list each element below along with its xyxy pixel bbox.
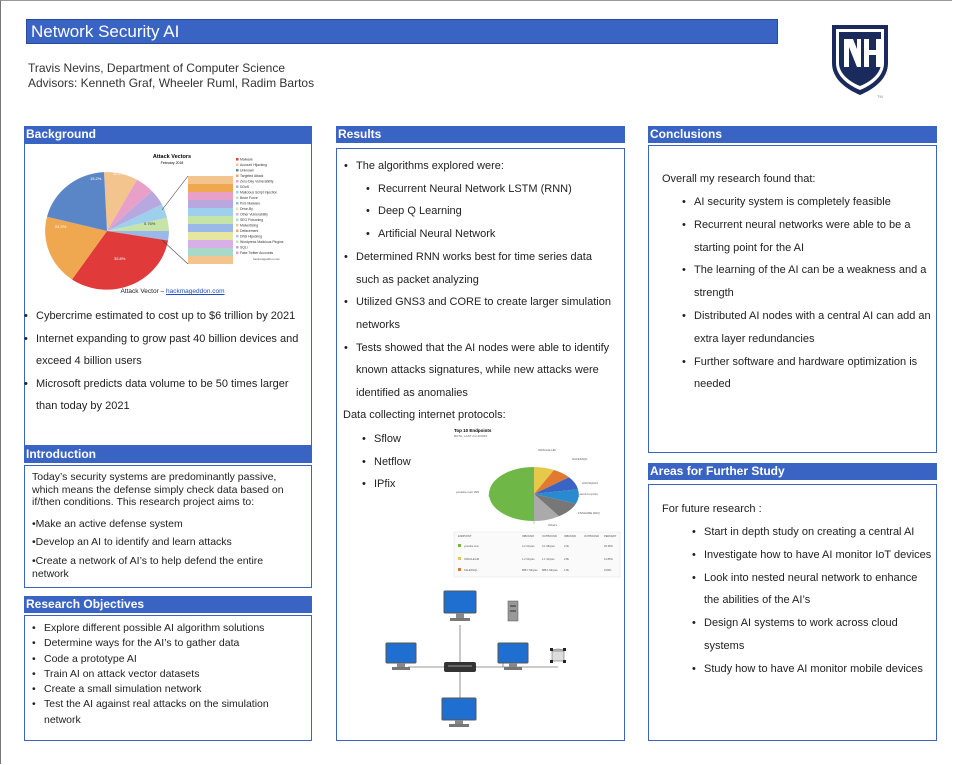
list-item: • Internet expanding to grow past 40 billion devices and exceed 4 billion users: [22, 328, 307, 373]
list-item: • Further software and hardware optimization is needed: [680, 351, 935, 397]
storage-icon: [550, 648, 566, 663]
trademark-mark: TM: [877, 94, 883, 99]
author-line: Travis Nevins, Department of Computer Science: [28, 61, 285, 75]
svg-text:PERCENT: PERCENT: [604, 535, 617, 538]
endpoints-subtitle: BOTH, LAST 24 HOURS: [454, 434, 488, 438]
attack-vectors-chart-image: [40, 148, 305, 298]
svg-text:1.8k: 1.8k: [564, 569, 569, 572]
list-item: • Start in depth study on creating a central AI: [690, 521, 935, 544]
svg-text:45.38%: 45.38%: [604, 545, 613, 548]
computer-icon: [386, 643, 416, 670]
list-item: •Create a network of AI’s to help defend the entire network: [32, 555, 264, 580]
svg-text:15.2%: 15.2%: [90, 176, 102, 181]
svg-text:Brute Force: Brute Force: [240, 196, 258, 200]
list-item: • Cybercrime estimated to cost up to $6 trillion by 2021: [22, 305, 307, 328]
list-item: • Test the AI against real attacks on the simulation network: [30, 697, 300, 728]
chart-source: hackmageddon.com: [252, 257, 280, 261]
list-item: • IPfix: [360, 473, 411, 496]
svg-text:9.69%: 9.69%: [604, 569, 612, 572]
svg-text:888.7 Mbytes: 888.7 Mbytes: [522, 569, 538, 572]
svg-text:Targeted Attack: Targeted Attack: [240, 174, 264, 178]
further-study-heading: Areas for Further Study: [648, 463, 937, 480]
endpoints-title: Top 10 Endpoints: [454, 428, 492, 433]
conclusions-heading: Conclusions: [648, 126, 937, 143]
introduction-heading: Introduction: [24, 446, 312, 463]
list-item: •Make an active defense system: [32, 518, 183, 530]
title-bar: [26, 19, 778, 44]
svg-text:0.76%: 0.76%: [144, 221, 156, 226]
unh-shield-logo: [830, 23, 890, 97]
list-item: • Study how to have AI monitor mobile devices: [690, 658, 935, 681]
advisors-line: Advisors: Kenneth Graf, Wheeler Ruml, Radim Bartos: [28, 76, 315, 90]
svg-text:ENDPOINT: ENDPOINT: [458, 535, 472, 538]
svg-text:DDoS: DDoS: [240, 185, 250, 189]
svg-text:amd.corp.fdq: amd.corp.fdq: [580, 492, 598, 496]
svg-text:35.8%: 35.8%: [114, 256, 126, 261]
introduction-text: Today’s security systems are predominantly passive, which means the defense simply check data based on if/then conditions. This research project aims to:: [32, 471, 284, 508]
svg-text:24.2%: 24.2%: [55, 224, 67, 229]
list-item: • The learning of the AI can be a weakness and a strength: [680, 259, 935, 305]
svg-text:Malware: Malware: [240, 157, 253, 162]
svg-text:1.1 Gbytes: 1.1 Gbytes: [542, 558, 555, 561]
svg-text:DNS Hijacking: DNS Hijacking: [240, 234, 262, 239]
svg-text:SEO Poisoning: SEO Poisoning: [240, 218, 263, 222]
list-item: • Create a small simulation network: [30, 682, 300, 697]
list-item: • Sflow: [360, 428, 411, 451]
objectives-bullets: [30, 621, 300, 728]
list-item: • Recurrent neural networks were able to be a starting point for the AI: [680, 214, 935, 260]
list-item: • Deep Q Learning: [364, 200, 617, 223]
computer-icon: [442, 698, 476, 727]
svg-text:youtube.com: youtube.com: [464, 545, 479, 548]
svg-text:youtube.com:209: youtube.com:209: [456, 490, 480, 494]
poster-title: Network Security AI: [31, 22, 180, 41]
hackmageddon-link[interactable]: hackmageddon.com: [165, 288, 225, 295]
svg-text:888.1 Mbytes: 888.1 Mbytes: [542, 569, 558, 572]
chart-date: February 2018: [160, 161, 184, 165]
svg-text:INBOUND: INBOUND: [522, 535, 534, 538]
svg-text:Others: Others: [548, 523, 558, 527]
results-bullets: [342, 155, 617, 405]
list-item: • Distributed AI nodes with a central AI can add an extra layer redundancies: [680, 305, 935, 351]
svg-text:4.1 Mbytes: 4.1 Mbytes: [542, 545, 555, 548]
chart-title: Attack Vectors: [152, 154, 192, 160]
further-study-bullets: [690, 521, 935, 681]
svg-text:OUTBOUND: OUTBOUND: [584, 535, 599, 538]
svg-text:Zero-Day Vulnerability: Zero-Day Vulnerability: [240, 179, 274, 184]
svg-text:2.8k: 2.8k: [564, 558, 569, 561]
svg-text:12.86%: 12.86%: [604, 558, 613, 561]
list-item: • Design AI systems to work across cloud systems: [690, 612, 935, 658]
list-item: • Code a prototype AI: [30, 652, 300, 667]
list-item: • Investigate how to have AI monitor IoT devices: [690, 544, 935, 567]
svg-text:1.2 Gbytes: 1.2 Gbytes: [522, 558, 535, 561]
router-icon: [444, 662, 476, 672]
objectives-heading: Research Objectives: [24, 596, 312, 613]
list-item: • Artificial Neural Network: [364, 223, 617, 246]
svg-text:FSSHARE.HDQ: FSSHARE.HDQ: [578, 511, 600, 515]
authors: [28, 61, 314, 91]
svg-text:SQLi: SQLi: [240, 245, 248, 250]
svg-text:ACCSQL04: ACCSQL04: [582, 481, 598, 485]
svg-text:INBOUND: INBOUND: [564, 535, 576, 538]
list-item: • Microsoft predicts data volume to be 50 times larger than today by 2021: [22, 373, 307, 418]
results-heading: Results: [336, 126, 625, 143]
svg-text:PoS Malware: PoS Malware: [240, 201, 261, 206]
further-study-intro: For future research :: [662, 503, 762, 515]
svg-text:Other Vulnerability: Other Vulnerability: [240, 212, 268, 217]
conclusions-intro: Overall my research found that:: [662, 173, 816, 185]
svg-text:4.2 Gbytes: 4.2 Gbytes: [522, 545, 535, 548]
list-item: • Explore different possible AI algorithm solutions: [30, 621, 300, 636]
protocols-heading: Data collecting internet protocols:: [343, 409, 506, 421]
svg-text:ORACLE-HR: ORACLE-HR: [538, 448, 556, 452]
list-item: • AI security system is completely feasible: [680, 191, 935, 214]
svg-text:SALESSQL: SALESSQL: [572, 457, 588, 461]
computer-icon: [444, 591, 476, 621]
list-item: • Tests showed that the AI nodes were able to identify known attacks signatures, while new attacks were identified as anomalies: [342, 337, 617, 405]
chart-caption-prefix: Attack Vector –: [120, 288, 166, 295]
background-bullets: [22, 305, 307, 418]
svg-text:Drive-By: Drive-By: [240, 207, 253, 211]
list-item: • Determine ways for the AI’s to gather data: [30, 636, 300, 651]
list-item: • Recurrent Neural Network LSTM (RNN): [364, 178, 617, 201]
svg-text:12.1%: 12.1%: [113, 171, 125, 176]
svg-text:Defacement: Defacement: [240, 229, 259, 233]
top-endpoints-chart-image: [452, 424, 622, 579]
computer-icon: [498, 643, 528, 670]
svg-text:Account Hijacking: Account Hijacking: [240, 163, 267, 167]
svg-text:Malvertising: Malvertising: [240, 223, 259, 228]
background-heading: Background: [24, 126, 312, 143]
svg-text:3.3k: 3.3k: [564, 545, 569, 548]
svg-text:Wordpress Malicious Plugins: Wordpress Malicious Plugins: [240, 240, 284, 244]
list-item: • The algorithms explored were:: [342, 155, 617, 178]
list-item: • Look into nested neural network to enhance the abilities of the AI’s: [690, 567, 935, 613]
svg-text:Fake Twitter Accounts: Fake Twitter Accounts: [240, 251, 274, 255]
svg-text:OUTBOUND: OUTBOUND: [542, 535, 557, 538]
list-item: • Utilized GNS3 and CORE to create larger simulation networks: [342, 291, 617, 336]
server-icon: [508, 601, 518, 621]
conclusions-bullets: [680, 191, 935, 396]
network-topology-diagram: [378, 585, 578, 735]
list-item: • Determined RNN works best for time series data such as packet analyzing: [342, 246, 617, 291]
list-item: •Develop an AI to identify and learn attacks: [32, 536, 232, 548]
svg-text:Malicious Script Injection: Malicious Script Injection: [240, 190, 278, 195]
svg-text:SALESSQL: SALESSQL: [464, 569, 478, 572]
list-item: • Train AI on attack vector datasets: [30, 667, 300, 682]
list-item: • Netflow: [360, 451, 411, 474]
protocols-list: [360, 428, 411, 496]
svg-text:ORACLE-HR: ORACLE-HR: [464, 558, 480, 561]
chart-caption: [40, 288, 305, 295]
svg-text:Unknown: Unknown: [240, 168, 255, 173]
